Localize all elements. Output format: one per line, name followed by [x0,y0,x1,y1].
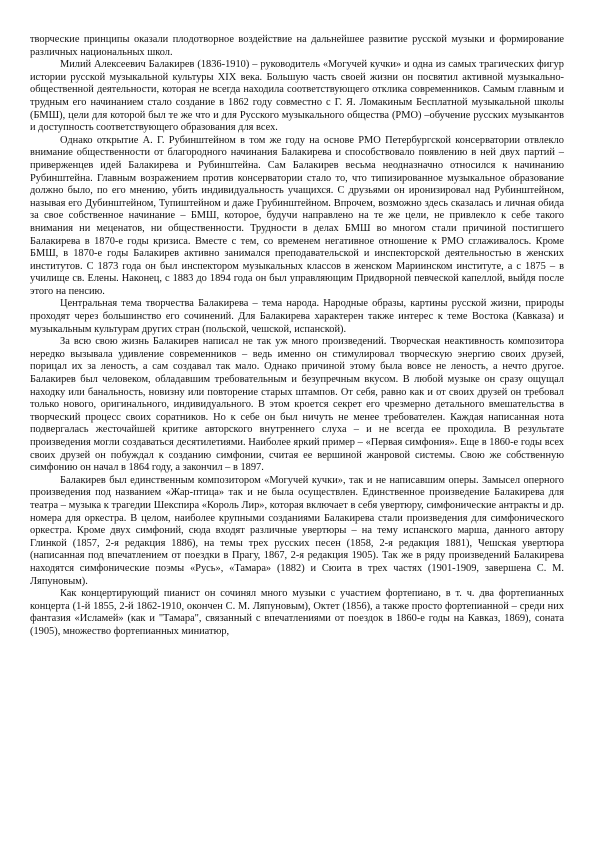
paragraph-creative-output: За всю свою жизнь Балакирев написал не так уж много произведений. Творческая неактивность композитора нередко вызывала удивление современников – ведь именно он стимулировал творческую энергию своих друзей, порицал их за леность, а сам создавал так мало. Однако причиной этому была вовсе не леность, а нечто другое. Балакирев был человеком, обладавшим требовательным и безупречным вкусом. В любой музыке он сразу ощущал находку или банальность, новизну или повторение старых штампов. От себя, равно как и от своих друзей он требовал только нового, оригинального, индивидуального. В этом кроется секрет его чрезмерно детального вмешательства в творческий процесс своих соратников. Но к себе он был ничуть не менее требователен. Каждая написанная нота подвергалась жесточайшей критике авторского внутреннего слуха – и не всегда ее проходила. В результате произведения могли создаваться десятилетиями. Наиболее яркий пример – «Первая симфония». Еще в 1860-е годы всех своих друзей он побуждал к созданию симфонии, считая ее вершиной жанровой системы. Свою же собственную симфонию он начал в 1864 году, а закончил – в 1897. [30,336,564,474]
paragraph-central-theme: Центральная тема творчества Балакирева – тема народа. Народные образы, картины русской жизни, природы проходят через большинство его сочинений. Для Балакирева характерен также интерес к теме Востока (Кавказа) и музыкальным культурам других стран (польской, чешской, испанской). [30,298,564,335]
paragraph-continuation: творческие принципы оказали плодотворное воздействие на дальнейшее развитие русской музыки и формирование различных национальных школ. [30,34,564,58]
paragraph-balakirev-intro: Милий Алексеевич Балакирев (1836-1910) – руководитель «Могучей кучки» и одна из самых трагических фигур истории русской музыкальной культуры XIX века. Большую часть своей жизни он посвятил активной музыкально-общественной деятельности, которая не всегда находила соответствующего отклика современников. Самым главным и трудным его начинанием стало создание в 1862 году совместно с Г. Я. Ломакиным Бесплатной музыкальной школы (БМШ), цели для которой был те же что и для Русского музыкального общества (РМО) –обучение русских музыкантов и доступность соответствующего образования для всех. [30,59,564,134]
paragraph-orchestral-works: Балакирев был единственным композитором «Могучей кучки», так и не написавшим оперы. Замысел оперного произведения под названием «Жар-птица» так и не была осуществлен. Единственное произведение Балакирева для театра – музыка к трагедии Шекспира «Король Лир», которая включает в себя увертюру, симфонические антракты и др. номера для оркестра. В целом, наиболее крупными созданиями Балакирева стали произведения для симфонического оркестра. Кроме двух симфоний, сюда входят различные увертюры – на тему испанского марша, данного автору Глинкой (1857, 2-я редакция 1886), на темы трех русских песен (1858, 2-я редакция 1881), Чешская увертюра (написанная под впечатлением от поездки в Прагу, 1867, 2-я редакция 1905). Так же в ряду произведений Балакирева находятся симфонические поэмы «Русь», «Тамара» (1882) и Сюита в трех частях (1901-1909, завершена С. М. Ляпуновым). [30,474,564,587]
paragraph-conservatory: Однако открытие А. Г. Рубинштейном в том же году на основе РМО Петербургской консерватории отвлекло внимание общественности от благородного начинания Балакирева и способствовало появлению в ней двух партий – приверженцев идей Балакирева и Рубинштейна. Сам Балакирев весьма неодназначно относился к начинанию Рубинштейна. Главным возражением против консерватории стало то, что типизированное музыкальное образование должно было, по его мнению, убить индивидуальность учащихся. С друзьями он иронизировал над Рубинштейном, называя его Дубинштейном, Тупиштейном и даже Грубинштейном. Впрочем, возможно здесь сказалась и личная обида за свое собственное начинание – БМШ, которое, будучи направлено на те же цели, не привлекло к себе такого внимания ни меценатов, ни общественности. Трудности в делах БМШ во многом стали причиной постигшего Балакирева в 1870-е годы кризиса. Вместе с тем, со временем негативное отношение к РМО сглаживалось. Кроме БМШ, в 1870-е годы Балакирев активно занимался преподавательской и инспекторской деятельностью в женских институтов. С 1873 года он был инспектором музыкальных классов в женском Мариинском институте, а с 1875 – в училище св. Елены. Наконец, с 1883 до 1894 года он был управляющим Придворной певческой капеллой, выйдя после этого на пенсию. [30,134,564,297]
paragraph-piano-works: Как концертирующий пианист он сочинял много музыки с участием фортепиано, в т. ч. два фортепианных концерта (1-й 1855, 2-й 1862-1910, окончен С. М. Ляпуновым), Октет (1856), а также просто фортепианной – среди них фантазия «Исламей» (как и "Тамара", связанный с впечатлениями от поездок в 1860-е годы на Кавказ, 1869), соната (1905), множество фортепианных миниатюр, [30,588,564,637]
document-page [30,34,564,639]
